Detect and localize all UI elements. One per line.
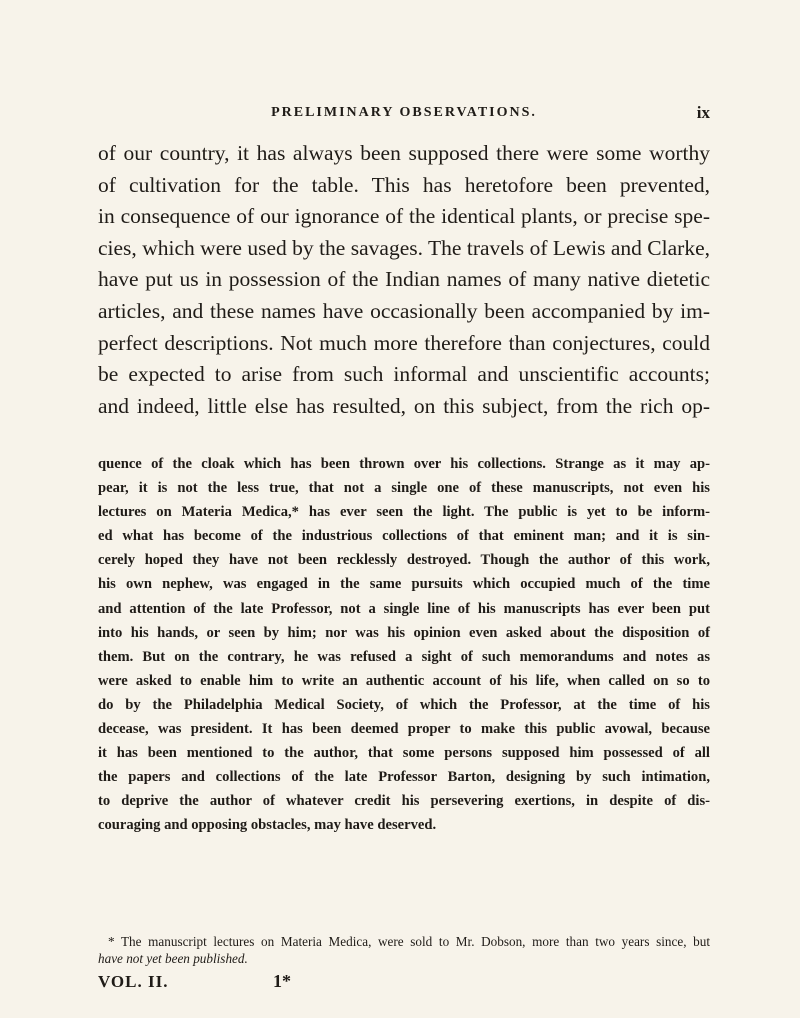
small-print-paragraph <box>98 452 710 838</box>
volume-label: VOL. II. <box>98 972 169 991</box>
text-line: in consequence of our ignorance of the identical plants, or precise spe- <box>98 204 710 229</box>
small-text-line: and attention of the late Professor, not a single line of his manuscripts has ever been put <box>98 600 710 617</box>
small-text-line: were asked to enable him to write an authentic account of his life, when called on so to <box>98 672 710 689</box>
footnote-line: have not yet been published. <box>98 951 248 966</box>
small-text-line: cerely hoped they have not been recklessly destroyed. Though the author of this work, <box>98 552 710 569</box>
text-line: cies, which were used by the savages. The travels of Lewis and Clarke, <box>98 235 710 260</box>
small-text-line: into his hands, or seen by him; nor was his opinion even asked about the disposition of <box>98 624 710 641</box>
small-text-line: to deprive the author of whatever credit his persevering exertions, in despite of dis- <box>98 793 710 810</box>
small-text-line: couraging and opposing obstacles, may have deserved. <box>98 817 437 834</box>
small-text-line: his own nephew, was engaged in the same pursuits which occupied much of the time <box>98 576 710 593</box>
text-line: articles, and these names have occasionally been accompanied by im- <box>98 298 710 323</box>
signature-line <box>98 972 398 1000</box>
small-text-line: ed what has become of the industrious collections of that eminent man; and it is sin- <box>98 528 710 545</box>
text-line: and indeed, little else has resulted, on this subject, from the rich op- <box>98 393 710 418</box>
small-text-line: quence of the cloak which has been thrown over his collections. Strange as it may ap- <box>98 456 710 472</box>
footnote-line: * The manuscript lectures on Materia Medica, were sold to Mr. Dobson, more than two years since, but <box>108 934 710 949</box>
text-line: perfect descriptions. Not much more therefore than conjectures, could <box>98 330 710 355</box>
text-line: of our country, it has always been supposed there were some worthy <box>98 141 710 165</box>
small-text-line: the papers and collections of the late Professor Barton, designing by such intimation, <box>98 769 710 786</box>
text-line: have put us in possession of the Indian names of many native dietetic <box>98 267 710 292</box>
text-line: of cultivation for the table. This has heretofore been prevented, <box>98 172 710 197</box>
small-text-line: pear, it is not the less true, that not a single one of these manuscripts, not even his <box>98 480 710 497</box>
small-text-line: decease, was president. It has been deemed proper to make this public avowal, because <box>98 721 710 738</box>
small-text-line: them. But on the contrary, he was refused a sight of such memorandums and notes as <box>98 648 710 665</box>
running-head: PRELIMINARY OBSERVATIONS. <box>271 105 537 120</box>
sheet-signature-mark: 1* <box>273 971 291 991</box>
footnote <box>98 933 710 967</box>
small-text-line: it has been mentioned to the author, that some persons supposed him possessed of all <box>98 745 710 762</box>
page-header <box>98 105 710 127</box>
main-paragraph <box>98 138 710 422</box>
text-line: be expected to arise from such informal and unscientific accounts; <box>98 362 710 387</box>
small-text-line: do by the Philadelphia Medical Society, of which the Professor, at the time of his <box>98 696 710 713</box>
small-text-line: lectures on Materia Medica,* has ever seen the light. The public is yet to be inform- <box>98 504 710 521</box>
page-number: ix <box>696 103 710 122</box>
